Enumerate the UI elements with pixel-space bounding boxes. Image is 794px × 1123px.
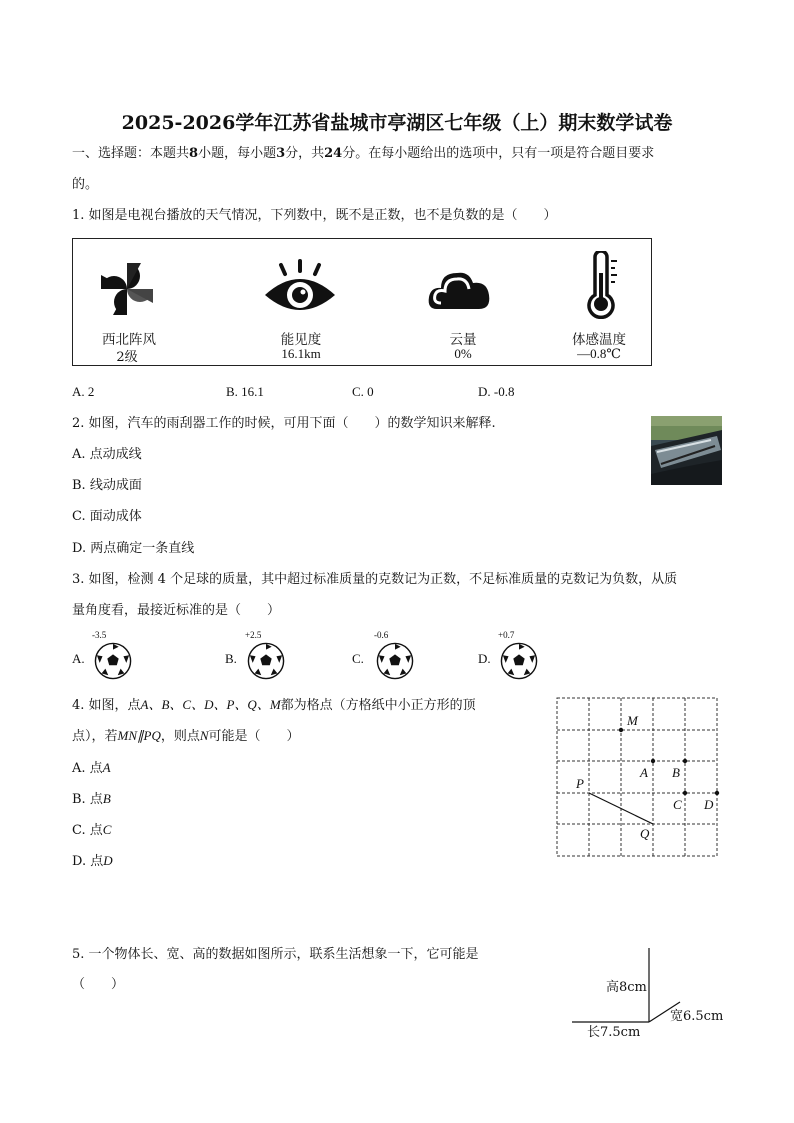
q1-option-c[interactable]: C. 0: [352, 384, 374, 399]
point-n: N: [199, 728, 209, 743]
option-point: D: [103, 853, 113, 868]
weather-value: 16.1km: [281, 346, 321, 361]
section-heading: [72, 147, 654, 160]
point-names: A、B、C、D、P、Q、M: [140, 697, 281, 712]
q4-option-a[interactable]: [72, 761, 111, 775]
question-3-stem-cont: 量角度看，最接近标准的是（ ）: [72, 603, 281, 618]
soccer-ball-icon: [500, 642, 538, 680]
length-label: 长7.5cm: [587, 1025, 641, 1040]
q1-option-b[interactable]: B. 16.1: [226, 384, 264, 399]
pinwheel-icon: [99, 261, 155, 317]
eye-icon: [263, 259, 337, 315]
q1-option-d[interactable]: D. -0.8: [478, 384, 515, 399]
grid-label-q: Q: [640, 826, 650, 841]
option-prefix: B. 点: [72, 792, 103, 807]
mass-label: +2.5: [245, 630, 262, 640]
grid-label-c: C: [673, 797, 682, 812]
q2-option-b[interactable]: B. 线动成面: [72, 478, 142, 493]
option-point: A: [102, 760, 111, 775]
weather-value: —0.8℃: [577, 346, 621, 361]
grid-label-m: M: [627, 713, 638, 728]
question-4-stem-cont: [72, 729, 300, 743]
car-wiper-photo: [651, 416, 722, 485]
soccer-ball-icon: [247, 642, 285, 680]
question-4-stem: [72, 698, 476, 712]
weather-value: 0%: [454, 346, 472, 361]
option-letter: C.: [352, 651, 364, 666]
point-b: [683, 759, 687, 763]
soccer-ball-icon: [376, 642, 414, 680]
point-a: [651, 759, 655, 763]
option-point: B: [102, 791, 111, 806]
section-text: 小题，每小题: [198, 146, 277, 161]
mass-label: -0.6: [374, 630, 389, 640]
option-letter: D.: [478, 651, 491, 666]
stem-text: 都为格点（方格纸中小正方形的顶: [280, 698, 476, 713]
section-text: 一、选择题：本题共: [72, 146, 190, 161]
weather-label: 云量: [449, 332, 477, 348]
stem-text: 点），若: [72, 729, 118, 744]
grid-label-d: D: [704, 797, 714, 812]
option-letter: A.: [72, 651, 85, 666]
weather-label: 西北阵风: [102, 332, 156, 348]
question-2-stem: 2. 如图，汽车的雨刮器工作的时候，可用下面（ ）的数学知识来解释.: [72, 416, 496, 431]
cloud-icon: [427, 263, 493, 315]
point-m: [619, 728, 623, 732]
width-label: 宽6.5cm: [670, 1009, 724, 1024]
q2-option-d[interactable]: D. 两点确定一条直线: [72, 541, 195, 556]
grid-label-b: B: [672, 765, 680, 780]
q1-option-a[interactable]: A. 2: [72, 384, 95, 399]
q2-option-c[interactable]: C. 面动成体: [72, 509, 142, 524]
option-prefix: C. 点: [72, 823, 103, 838]
soccer-ball-icon: [94, 642, 132, 680]
stem-text: 4. 如图，点: [72, 698, 141, 713]
mass-label: -3.5: [92, 630, 107, 640]
grid-label-a: A: [640, 765, 648, 780]
q3-option-d[interactable]: [478, 628, 558, 683]
relation: MN∥PQ: [117, 728, 161, 743]
question-3-stem: 3. 如图，检测 4 个足球的质量，其中超过标准质量的克数记为正数，不足标准质量的克数记为负数，从质: [72, 572, 678, 587]
q3-option-a[interactable]: [72, 628, 152, 683]
grid-label-p: P: [576, 776, 584, 791]
q4-option-c[interactable]: [72, 823, 111, 837]
page-title: 2025-2026学年江苏省盐城市亭湖区七年级（上）期末数学试卷: [121, 112, 673, 134]
stem-text: ，则点: [160, 729, 200, 744]
section-num: 3: [276, 146, 286, 161]
question-1-stem: 1. 如图是电视台播放的天气情况，下列数中，既不是正数，也不是负数的是（ ）: [72, 208, 557, 223]
q2-option-a[interactable]: A. 点动成线: [72, 447, 142, 462]
q3-option-c[interactable]: [352, 628, 432, 683]
question-5-stem: 5. 一个物体长、宽、高的数据如图所示，联系生活想象一下，它可能是: [72, 947, 479, 962]
weather-label: 体感温度: [572, 332, 626, 348]
point-c: [683, 791, 687, 795]
q4-option-d[interactable]: [72, 854, 113, 868]
weather-label: 能见度: [280, 332, 322, 348]
option-point: C: [102, 822, 112, 837]
weather-value: 2级: [116, 350, 138, 365]
option-prefix: D. 点: [72, 854, 104, 869]
section-num: 24: [324, 146, 343, 161]
q4-option-b[interactable]: [72, 792, 111, 806]
question-5-stem-cont: （ ）: [72, 977, 125, 992]
thermometer-icon: [583, 251, 623, 319]
section-num: 8: [189, 146, 199, 161]
section-heading-cont: 的。: [72, 177, 99, 192]
section-text: 分。在每小题给出的选项中，只有一项是符合题目要求: [342, 146, 655, 161]
option-prefix: A. 点: [72, 761, 103, 776]
stem-text: 可能是（ ）: [208, 729, 300, 744]
mass-label: +0.7: [498, 630, 515, 640]
weather-panel: [72, 238, 652, 366]
section-text: 分，共: [285, 146, 325, 161]
option-letter: B.: [225, 651, 237, 666]
q3-option-b[interactable]: [225, 628, 305, 683]
height-label: 高8cm: [606, 980, 647, 995]
point-d: [715, 791, 719, 795]
